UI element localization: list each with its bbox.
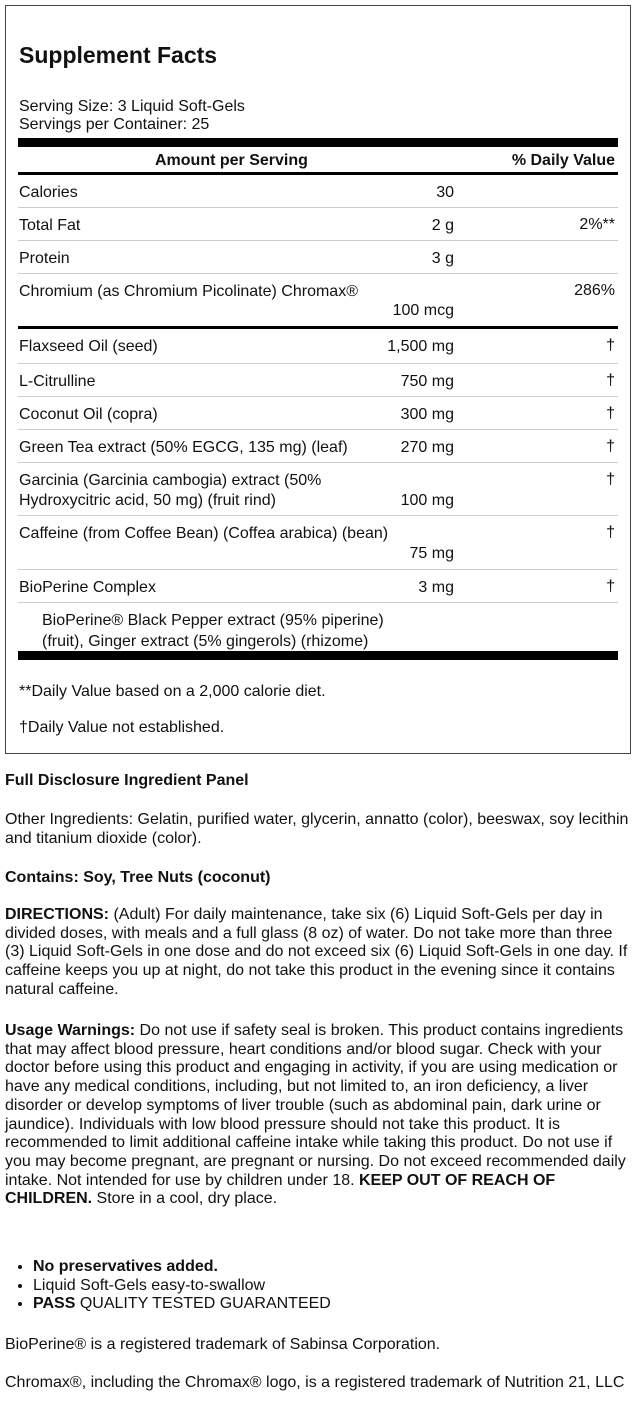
table-row — [18, 462, 618, 509]
header-amount: Amount per Serving — [155, 152, 308, 169]
servings-per-container: Servings per Container: 25 — [19, 116, 210, 133]
other-ingredients: Other Ingredients: Gelatin, purified water, glycerin, annatto (color), beeswax, soy lecithin and titanium dioxide (color). — [5, 811, 629, 847]
row-amount: 270 mg — [400, 439, 454, 456]
divider — [18, 602, 618, 603]
divider-thick — [18, 138, 618, 147]
sub-line: (fruit), Ginger extract (5% gingerols) (rhizome) — [42, 633, 369, 650]
table-row — [18, 429, 618, 456]
bioperine-sub-ingredients — [42, 610, 384, 652]
panel-title: Supplement Facts — [19, 42, 218, 68]
header-daily-value: % Daily Value — [511, 152, 615, 169]
row-dv: † — [606, 372, 615, 389]
row-name-line2: Hydroxycitric acid, 50 mg) (fruit rind) — [19, 492, 276, 509]
usage-warnings — [5, 1022, 630, 1209]
table-row — [18, 569, 618, 596]
row-amount: 1,500 mg — [387, 338, 454, 355]
row-name: Calories — [19, 184, 78, 201]
row-name: BioPerine Complex — [19, 579, 156, 596]
row-name: Coconut Oil (copra) — [19, 406, 158, 423]
table-header — [18, 152, 618, 172]
table-row — [18, 396, 618, 423]
footnote-not-established: †Daily Value not established. — [19, 719, 225, 736]
row-name: L-Citrulline — [19, 373, 96, 390]
row-amount: 300 mg — [400, 406, 454, 423]
directions-label: DIRECTIONS: — [5, 906, 109, 923]
serving-info — [19, 98, 245, 134]
row-name: Chromium (as Chromium Picolinate) Chromax® — [19, 283, 358, 300]
allergen-contains: Contains: Soy, Tree Nuts (coconut) — [5, 869, 271, 886]
row-dv: † — [606, 471, 615, 488]
row-amount: 2 g — [431, 217, 454, 234]
sub-line: BioPerine® Black Pepper extract (95% piperine) — [42, 612, 384, 629]
feature-text: Liquid Soft-Gels easy-to-swallow — [33, 1276, 266, 1294]
trademark-chromax: Chromax®, including the Chromax® logo, is a registered trademark of Nutrition 21, LLC — [5, 1374, 625, 1391]
table-row — [18, 515, 618, 562]
row-amount: 750 mg — [400, 373, 454, 390]
divider-thick — [18, 651, 618, 660]
warnings-text: Do not use if safety seal is broken. This product contains ingredients that may affect blood pressure, heart conditions and/or blood sugar. Check with your doctor before using this product and engaging in activity, if you are using medication or have any medical conditions, including, but not limited to, an iron deficiency, a liver disorder or develop symptoms of liver trouble (such as abdominal pain, dark urine or jaundice). Individuals with low blood pressure should not take this product. It is recommended to limit additional caffeine intake while taking this product. Do not use if you may become pregnant, are pregnant or nursing. Do not exceed recommended daily intake. Not intended for use by children under 18. — [5, 1022, 626, 1189]
row-dv: † — [606, 578, 615, 595]
directions-text: (Adult) For daily maintenance, take six (6) Liquid Soft-Gels per day in divided doses, with meals and a full glass (8 oz) of water. Do not take more than three (3) Liquid Soft-Gels in one dose and do not exceed six (6) Liquid Soft-Gels in one day. If caffeine keeps you up at night, do not take this product in the evening since it contains natural caffeine. — [5, 906, 628, 998]
row-amount: 3 mg — [418, 579, 454, 596]
supplement-facts-panel — [5, 5, 631, 754]
row-amount: 100 mcg — [392, 302, 454, 319]
divider — [18, 326, 618, 329]
feature-text: QUALITY TESTED GUARANTEED — [75, 1295, 331, 1313]
table-row — [18, 240, 618, 267]
row-name: Protein — [19, 250, 70, 267]
row-amount: 3 g — [431, 250, 454, 267]
row-dv: † — [606, 405, 615, 422]
warnings-keep-out: KEEP OUT OF REACH OF CHILDREN. — [5, 1171, 556, 1208]
row-name: Green Tea extract (50% EGCG, 135 mg) (leaf) — [19, 439, 348, 456]
table-row — [18, 273, 618, 319]
row-dv: † — [606, 438, 615, 455]
row-name: Flaxseed Oil (seed) — [19, 338, 158, 355]
feature-item — [33, 1295, 630, 1314]
row-dv: † — [606, 337, 615, 354]
row-dv: 286% — [574, 282, 615, 299]
row-name: Garcinia (Garcinia cambogia) extract (50% — [19, 472, 322, 489]
feature-item — [33, 1258, 630, 1277]
feature-text: No preservatives added. — [33, 1258, 218, 1275]
row-name: Caffeine (from Coffee Bean) (Coffea arabica) (bean) — [19, 525, 389, 542]
divider — [18, 172, 618, 175]
trademark-bioperine: BioPerine® is a registered trademark of Sabinsa Corporation. — [5, 1336, 441, 1353]
row-dv: 2%** — [579, 216, 615, 233]
warnings-end: Store in a cool, dry place. — [92, 1190, 278, 1208]
table-row — [18, 363, 618, 390]
feature-item — [33, 1277, 630, 1296]
table-row — [18, 207, 618, 234]
footnote-daily-value: **Daily Value based on a 2,000 calorie diet. — [19, 683, 326, 700]
row-amount: 75 mg — [409, 545, 454, 562]
serving-size: Serving Size: 3 Liquid Soft-Gels — [19, 98, 245, 115]
feature-list — [5, 1258, 630, 1314]
ingredient-panel-title: Full Disclosure Ingredient Panel — [5, 772, 249, 789]
row-amount: 30 — [436, 184, 454, 201]
row-name: Total Fat — [19, 217, 81, 234]
feature-bold: PASS — [33, 1295, 76, 1313]
row-amount: 100 mg — [400, 492, 454, 509]
warnings-label: Usage Warnings: — [5, 1022, 136, 1039]
directions — [5, 906, 630, 1000]
row-dv: † — [606, 524, 615, 541]
